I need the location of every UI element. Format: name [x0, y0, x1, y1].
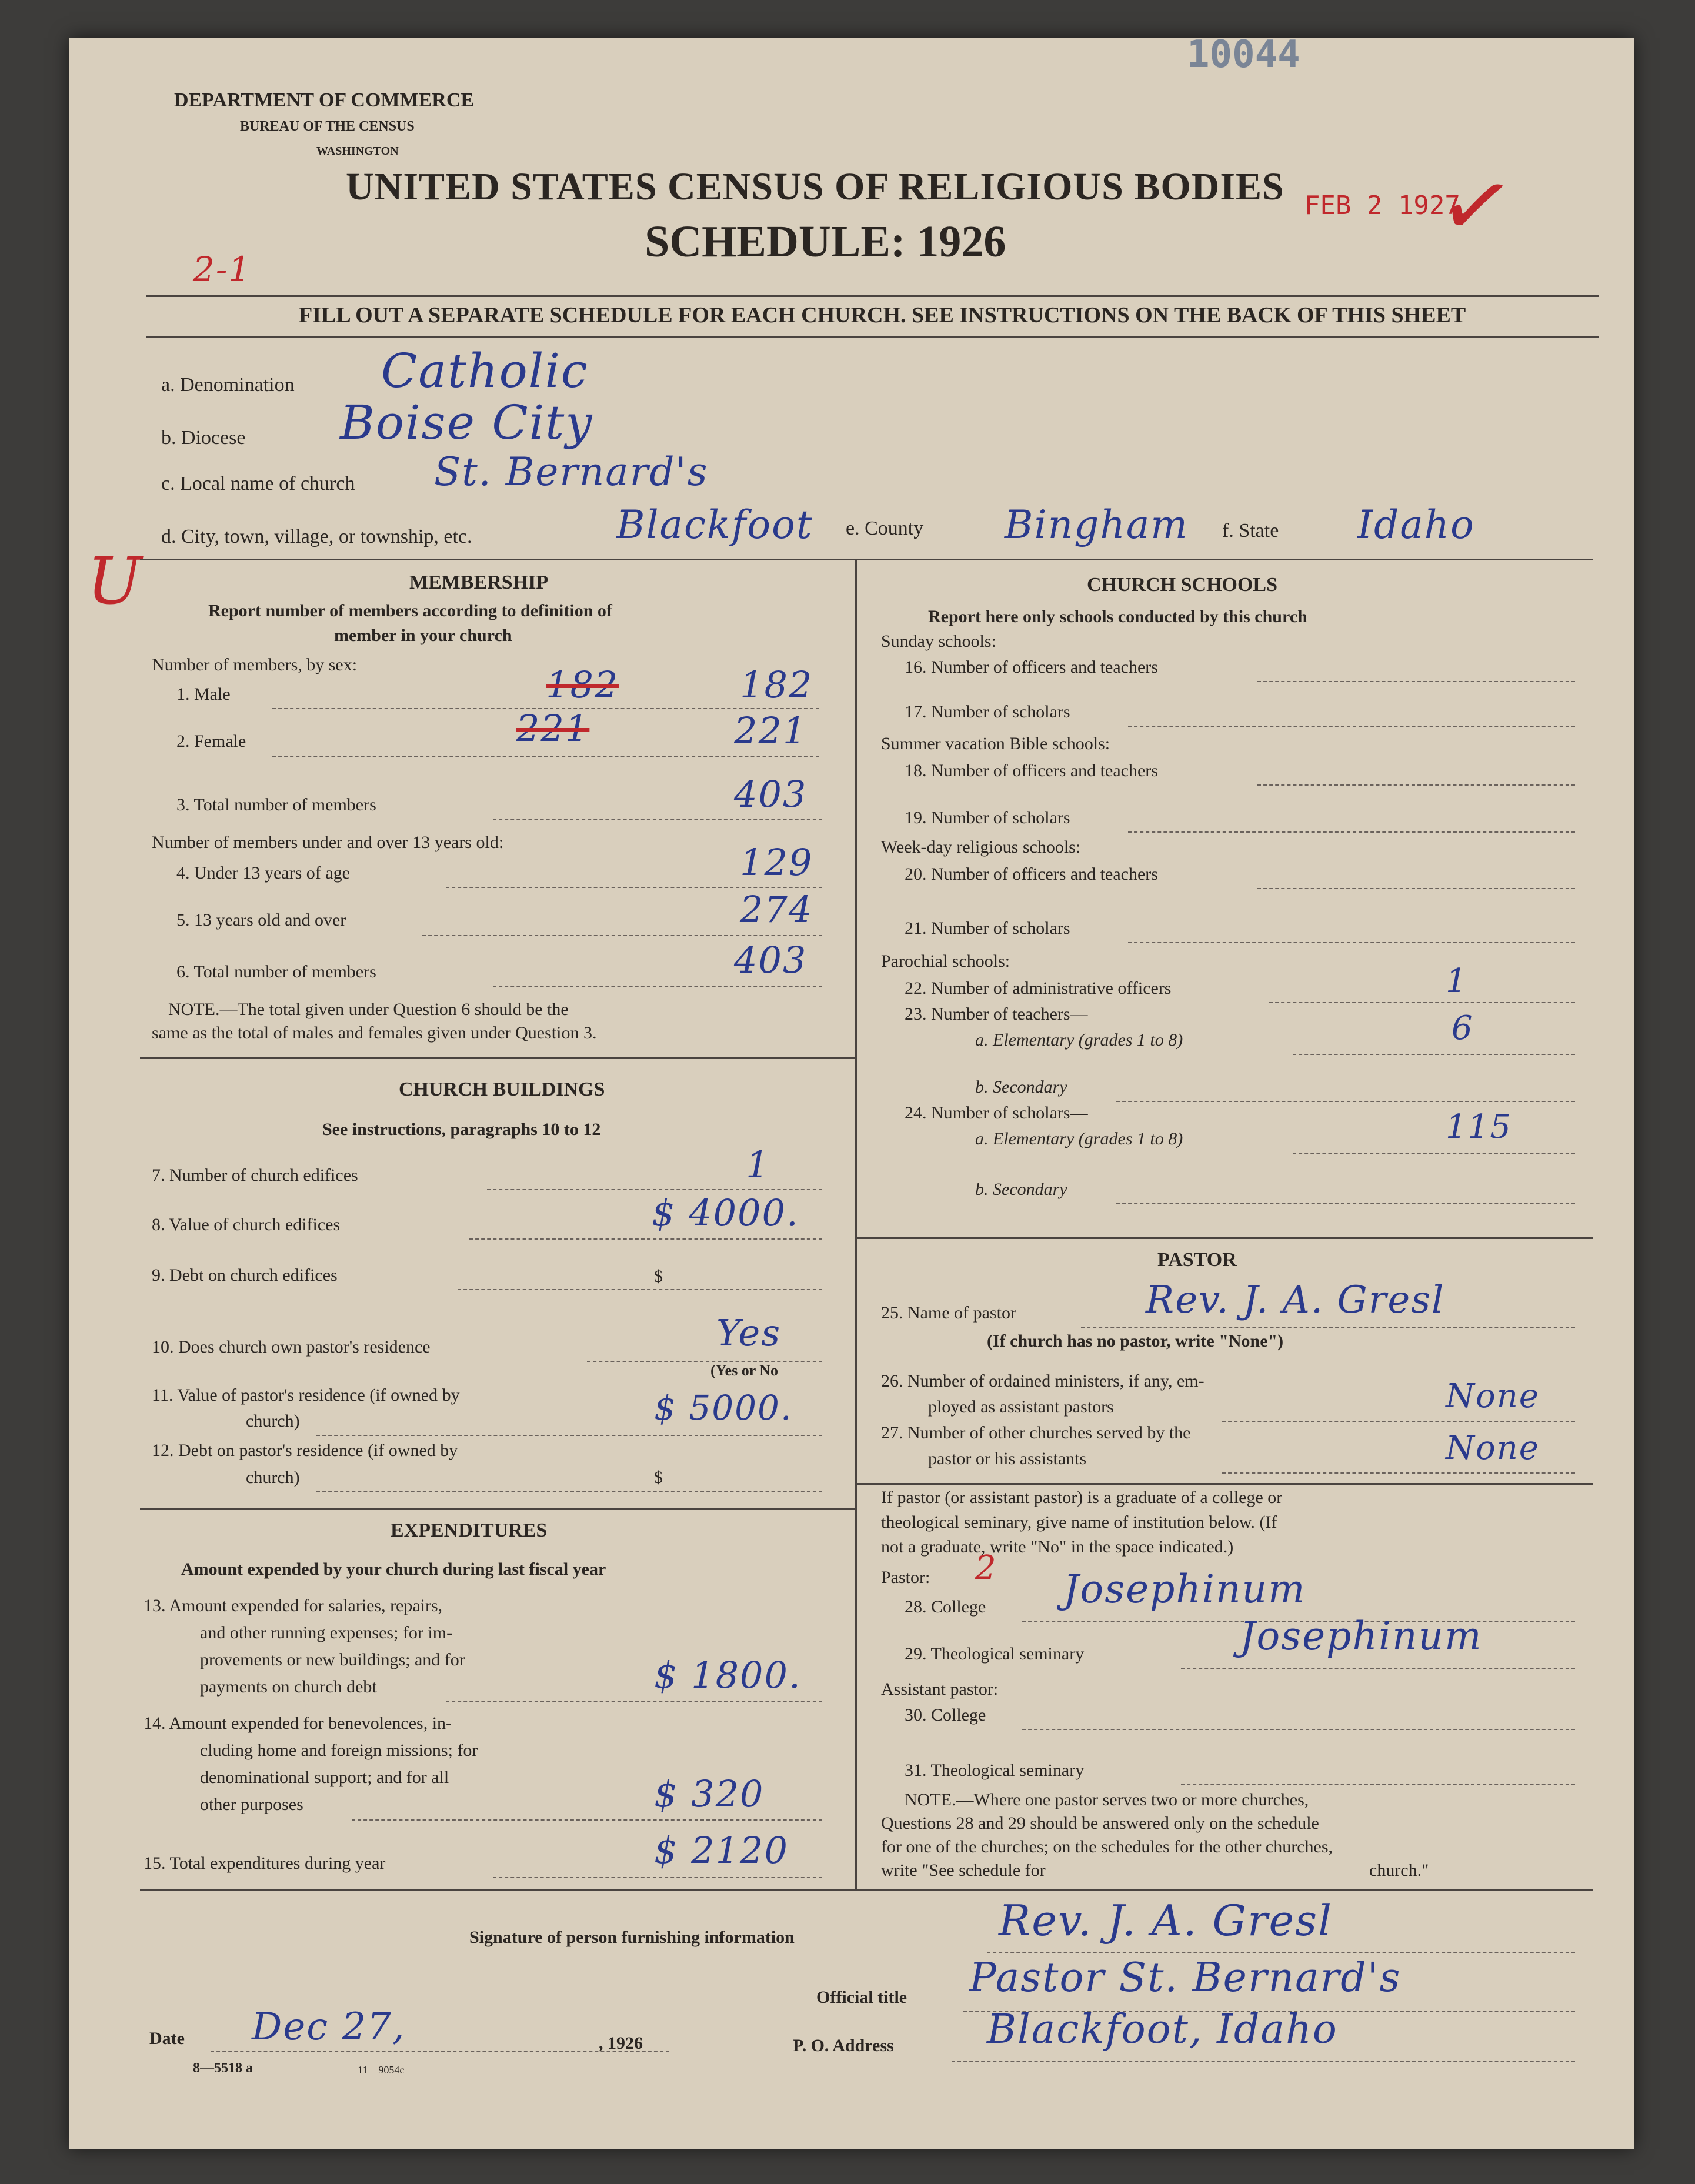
male-value: 182: [740, 663, 813, 706]
q24a-label: a. Elementary (grades 1 to 8): [975, 1129, 1183, 1148]
value-edifices-value: $ 4000.: [652, 1191, 799, 1234]
page-subtitle: SCHEDULE: 1926: [645, 217, 1006, 266]
parochial-schools: Parochial schools:: [881, 951, 1010, 971]
city-label: d. City, town, village, or township, etc.: [161, 526, 472, 547]
expenditures-sub: Amount expended by your church during last fiscal year: [181, 1559, 606, 1579]
instruction-bar: FILL OUT A SEPARATE SCHEDULE FOR EACH CHURCH. SEE INSTRUCTIONS ON THE BACK OF THIS SHEET: [299, 303, 1466, 328]
diocese-value: Boise City: [340, 395, 593, 450]
debt-edifices-label: 9. Debt on church edifices: [152, 1265, 338, 1285]
q26-label2: ployed as assistant pastors: [928, 1397, 1114, 1417]
dept-line1: DEPARTMENT OF COMMERCE: [174, 89, 475, 111]
schools-heading: CHURCH SCHOOLS: [1087, 574, 1277, 596]
debt-edifices-value: $: [654, 1267, 663, 1286]
received-stamp: FEB 2 1927: [1304, 191, 1460, 221]
po-address-value: Blackfoot, Idaho: [987, 2006, 1338, 2053]
membership-by-sex: Number of members, by sex:: [152, 655, 358, 674]
q14-line3: denominational support; and for all: [200, 1768, 449, 1787]
q22-label: 22. Number of administrative officers: [905, 979, 1172, 998]
q31-label: 31. Theological seminary: [905, 1761, 1085, 1780]
diocese-label: b. Diocese: [161, 427, 246, 449]
q25-hint: (If church has no pastor, write "None"): [987, 1331, 1284, 1351]
female-struck: 221: [516, 707, 590, 750]
date-label: Date: [149, 2029, 185, 2048]
debt-residence-label1: 12. Debt on pastor's residence (if owned by: [152, 1441, 458, 1460]
county-label: e. County: [846, 517, 924, 539]
grad-note2: theological seminary, give name of institution below. (If: [881, 1512, 1277, 1532]
q28-label: 28. College: [905, 1597, 986, 1617]
form-number: 8—5518 a: [193, 2061, 253, 2076]
census-schedule-sheet: [69, 33, 1634, 2149]
date-year: , 1926: [599, 2033, 643, 2053]
q26-label1: 26. Number of ordained ministers, if any, em-: [881, 1371, 1204, 1391]
buildings-heading: CHURCH BUILDINGS: [399, 1078, 605, 1100]
q22-value: 1: [1446, 962, 1468, 1000]
over13-value: 274: [740, 888, 813, 931]
assistant-label: Assistant pastor:: [881, 1679, 999, 1699]
denomination-value: Catholic: [381, 343, 589, 398]
female-value: 221: [734, 709, 808, 752]
q17-label: 17. Number of scholars: [905, 702, 1070, 722]
sunday-schools: Sunday schools:: [881, 632, 996, 651]
grad-note3: not a graduate, write "No" in the space indicated.): [881, 1537, 1234, 1557]
q14-line1: 14. Amount expended for benevolences, in-: [144, 1714, 452, 1733]
weekday-schools: Week-day religious schools:: [881, 837, 1081, 857]
pastor-note4: write "See schedule for: [881, 1861, 1046, 1880]
pastor-mark: 2: [975, 1549, 997, 1587]
page-title: UNITED STATES CENSUS OF RELIGIOUS BODIES: [346, 165, 1284, 208]
q24b-label: b. Secondary: [975, 1180, 1067, 1199]
official-title-value: Pastor St. Bernard's: [969, 1955, 1402, 2001]
female-label: 2. Female: [176, 732, 246, 751]
q28-value: Josephinum: [1063, 1567, 1306, 1612]
pastor-heading: PASTOR: [1157, 1249, 1237, 1271]
summer-schools: Summer vacation Bible schools:: [881, 734, 1110, 753]
q13-line2: and other running expenses; for im-: [200, 1623, 453, 1642]
owns-residence-label: 10. Does church own pastor's residence: [152, 1337, 431, 1357]
male-label: 1. Male: [176, 684, 231, 704]
q23a-label: a. Elementary (grades 1 to 8): [975, 1030, 1183, 1050]
q27-label1: 27. Number of other churches served by the: [881, 1423, 1191, 1442]
q27-label2: pastor or his assistants: [928, 1449, 1087, 1468]
membership-note2: same as the total of males and females given under Question 3.: [152, 1023, 597, 1043]
total-members-value: 403: [734, 773, 808, 816]
membership-heading: MEMBERSHIP: [409, 572, 549, 593]
q15-label: 15. Total expenditures during year: [144, 1854, 386, 1873]
margin-note: 2-1: [193, 249, 252, 289]
date-value: Dec 27,: [252, 2005, 406, 2049]
q24a-value: 115: [1446, 1108, 1512, 1146]
q13-line1: 13. Amount expended for salaries, repairs,: [144, 1596, 443, 1615]
po-address-label: P. O. Address: [793, 2036, 894, 2055]
denomination-label: a. Denomination: [161, 374, 295, 396]
print-code: 11—9054c: [358, 2064, 405, 2076]
debt-residence-value: $: [654, 1468, 663, 1487]
male-struck: 182: [546, 663, 619, 706]
local-name-label: c. Local name of church: [161, 473, 355, 495]
q23-label: 23. Number of teachers—: [905, 1004, 1088, 1024]
q14-line4: other purposes: [200, 1795, 303, 1814]
state-label: f. State: [1222, 520, 1279, 542]
value-edifices-label: 8. Value of church edifices: [152, 1215, 341, 1234]
checkmark-icon: ✓: [1432, 152, 1522, 262]
dept-line3: WASHINGTON: [316, 145, 399, 158]
q29-value: Josephinum: [1240, 1614, 1483, 1659]
q16-label: 16. Number of officers and teachers: [905, 657, 1158, 677]
buildings-sub: See instructions, paragraphs 10 to 12: [322, 1120, 601, 1139]
pastor-label: Pastor:: [881, 1568, 930, 1587]
q13-line4: payments on church debt: [200, 1677, 377, 1697]
q27-value: None: [1446, 1429, 1540, 1467]
under13-label: 4. Under 13 years of age: [176, 863, 350, 883]
owns-residence-hint: (Yes or No: [710, 1362, 779, 1379]
q13-line3: provements or new buildings; and for: [200, 1650, 465, 1669]
q30-label: 30. College: [905, 1705, 986, 1725]
pastor-note5: church.": [1369, 1861, 1429, 1880]
total2-value: 403: [734, 939, 808, 981]
edifices-label: 7. Number of church edifices: [152, 1166, 358, 1185]
q20-label: 20. Number of officers and teachers: [905, 864, 1158, 884]
under13-value: 129: [740, 841, 813, 884]
q26-value: None: [1446, 1377, 1540, 1415]
signature-value: Rev. J. A. Gresl: [999, 1896, 1333, 1945]
state-value: Idaho: [1357, 502, 1475, 547]
stamp-number: 10044: [1187, 33, 1300, 76]
owns-residence-value: Yes: [716, 1311, 782, 1354]
total2-label: 6. Total number of members: [176, 962, 376, 981]
q23a-value: 6: [1452, 1009, 1474, 1047]
edifices-value: 1: [746, 1143, 770, 1186]
official-title-label: Official title: [816, 1988, 907, 2007]
membership-intro1: Report number of members according to definition of: [208, 601, 612, 620]
q18-label: 18. Number of officers and teachers: [905, 761, 1158, 780]
q13-value: $ 1800.: [654, 1654, 802, 1697]
q29-label: 29. Theological seminary: [905, 1644, 1085, 1664]
over13-label: 5. 13 years old and over: [176, 910, 346, 930]
local-name-value: St. Bernard's: [434, 449, 709, 495]
q19-label: 19. Number of scholars: [905, 808, 1070, 827]
city-value: Blackfoot: [616, 502, 813, 547]
membership-note1: NOTE.—The total given under Question 6 should be the: [168, 1000, 569, 1019]
margin-mark: U: [87, 543, 143, 619]
pastor-note1: NOTE.—Where one pastor serves two or more churches,: [905, 1790, 1309, 1809]
dept-line2: BUREAU OF THE CENSUS: [240, 119, 415, 134]
q15-value: $ 2120: [654, 1829, 789, 1872]
expenditures-heading: EXPENDITURES: [391, 1520, 548, 1541]
age-intro: Number of members under and over 13 years old:: [152, 833, 504, 852]
grad-note1: If pastor (or assistant pastor) is a graduate of a college or: [881, 1488, 1283, 1507]
membership-intro2: member in your church: [334, 626, 512, 645]
debt-residence-label2: church): [246, 1468, 300, 1487]
q21-label: 21. Number of scholars: [905, 919, 1070, 938]
pastor-note3: for one of the churches; on the schedules for the other churches,: [881, 1837, 1333, 1856]
total-members-label: 3. Total number of members: [176, 795, 376, 814]
q23b-label: b. Secondary: [975, 1077, 1067, 1097]
q25-label: 25. Name of pastor: [881, 1303, 1016, 1323]
schools-intro: Report here only schools conducted by this church: [928, 607, 1307, 626]
q14-line2: cluding home and foreign missions; for: [200, 1741, 478, 1760]
county-value: Bingham: [1005, 502, 1189, 547]
signature-label: Signature of person furnishing information: [469, 1928, 795, 1947]
q24-label: 24. Number of scholars—: [905, 1103, 1088, 1123]
pastor-note2: Questions 28 and 29 should be answered only on the schedule: [881, 1814, 1319, 1833]
q25-value: Rev. J. A. Gresl: [1146, 1278, 1445, 1322]
value-residence-label2: church): [246, 1411, 300, 1431]
q14-value: $ 320: [654, 1772, 765, 1815]
value-residence-label1: 11. Value of pastor's residence (if owned by: [152, 1385, 460, 1405]
value-residence-value: $ 5000.: [654, 1388, 793, 1428]
